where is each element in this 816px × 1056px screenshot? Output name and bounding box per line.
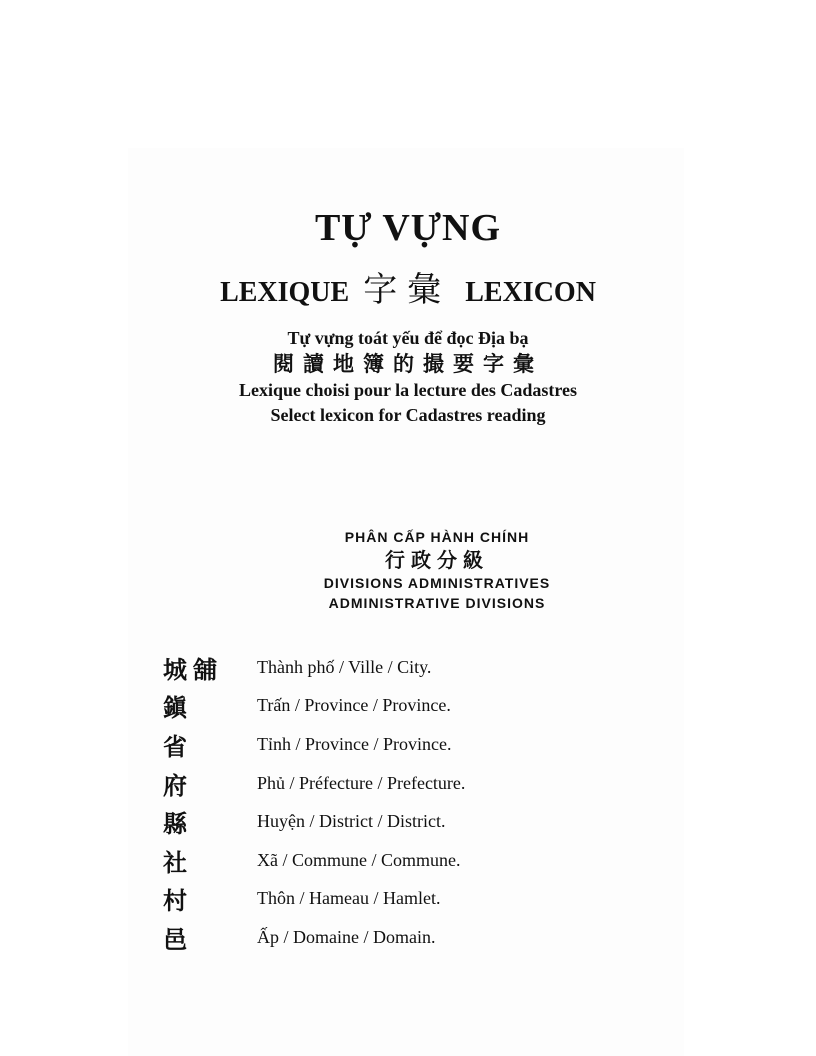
division-list [163, 648, 703, 957]
division-entry [163, 725, 703, 764]
entry-definition: Thôn / Hameau / Hamlet. [257, 888, 441, 909]
entry-han: 村 [163, 887, 193, 916]
division-entry [163, 918, 703, 957]
entry-han: 府 [163, 771, 193, 800]
lexicon-heading [0, 326, 816, 428]
entry-han: 城舖 [163, 655, 223, 684]
section-heading [0, 527, 816, 613]
entry-definition: Trấn / Province / Province. [257, 695, 451, 716]
subtitle-english: LEXICON [465, 277, 596, 308]
entry-definition: Tỉnh / Province / Province. [257, 733, 452, 754]
section-english: ADMINISTRATIVE DIVISIONS [328, 595, 546, 611]
heading-english: Select lexicon for Cadastres reading [270, 405, 546, 425]
heading-han: 閱讀地簿的撮要字彙 [273, 352, 543, 376]
entry-han: 縣 [163, 810, 193, 839]
division-entry [163, 764, 703, 803]
entry-definition: Xã / Commune / Commune. [257, 849, 461, 870]
section-french: DIVISIONS ADMINISTRATIVES [323, 575, 551, 591]
entry-definition: Ấp / Domaine / Domain. [257, 926, 436, 947]
entry-han: 邑 [163, 925, 193, 954]
section-vietnamese: PHÂN CẤP HÀNH CHÍNH [344, 529, 530, 545]
page-title: TỰ VỰNG [314, 207, 502, 249]
subtitle-french: LEXIQUE [220, 277, 350, 308]
heading-vietnamese: Tự vựng toát yếu để đọc Địa bạ [287, 328, 529, 348]
entry-definition: Huyện / District / District. [257, 811, 446, 832]
lexicon-subtitle [0, 262, 816, 311]
entry-han: 省 [163, 732, 193, 761]
heading-french: Lexique choisi pour la lecture des Cadastres [238, 380, 577, 400]
entry-han: 鎭 [163, 694, 193, 723]
division-entry [163, 802, 703, 841]
division-entry [163, 841, 703, 880]
division-entry [163, 880, 703, 919]
entry-han: 社 [163, 848, 193, 877]
section-han: 行政分級 [385, 548, 489, 572]
subtitle-han: 字彙 [363, 270, 452, 310]
division-entry [163, 648, 703, 687]
division-entry [163, 687, 703, 726]
entry-definition: Thành phố / Ville / City. [257, 656, 432, 677]
entry-definition: Phủ / Préfecture / Prefecture. [257, 772, 466, 793]
